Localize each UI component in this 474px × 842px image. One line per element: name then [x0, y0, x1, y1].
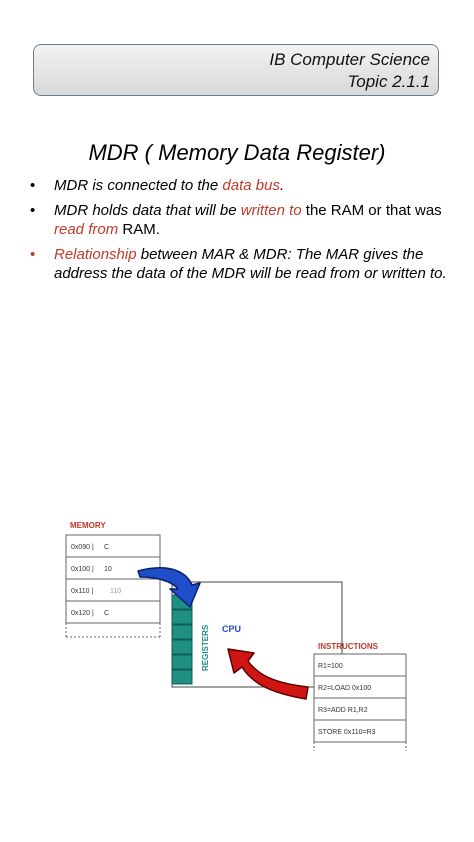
bullet-item — [28, 245, 448, 283]
slide-header — [33, 44, 439, 96]
instructions-label: INSTRUCTIONS — [318, 642, 378, 651]
course-title: IB Computer Science — [269, 50, 430, 69]
bullet-text: the RAM or that was — [301, 202, 442, 219]
memory-value: 10 — [104, 566, 112, 573]
instruction-row: R3=ADD R1,R2 — [318, 707, 368, 714]
highlight-text: written to — [240, 202, 302, 219]
memory-value: 110 — [110, 588, 122, 595]
cpu-memory-diagram — [60, 515, 420, 755]
bullet-dot: • — [30, 177, 36, 194]
memory-value: C — [104, 610, 110, 617]
registers-label: REGISTERS — [201, 624, 210, 671]
memory-address: 0x120 | — [71, 610, 94, 617]
highlight-text: Relationship — [54, 246, 137, 263]
instruction-row: R2=LOAD 0x100 — [318, 685, 372, 692]
bullet-text: RAM. — [118, 221, 160, 238]
bullet-list — [28, 176, 448, 289]
highlight-text: data bus — [222, 177, 280, 194]
register-stack — [172, 595, 192, 684]
bullet-text: MDR holds data that will be — [54, 202, 241, 219]
memory-address: 0x100 | — [71, 566, 94, 573]
memory-label: MEMORY — [70, 521, 106, 530]
instruction-row: STORE 0x110=R3 — [318, 729, 376, 736]
bullet-dot: • — [30, 202, 36, 219]
topic-number: Topic 2.1.1 — [347, 72, 430, 91]
memory-address: 0x110 | — [71, 588, 94, 595]
instruction-row: R1=100 — [318, 663, 343, 670]
bullet-item — [28, 201, 448, 239]
bullet-dot: • — [30, 246, 36, 263]
bullet-text: between MAR & MDR: The MAR gives the address the data of the MDR will be read from or written to. — [54, 246, 447, 282]
memory-address: 0x090 | — [71, 544, 94, 551]
slide-title: MDR ( Memory Data Register) — [88, 140, 386, 165]
bullet-item — [28, 176, 448, 195]
highlight-text: read from — [54, 221, 119, 238]
memory-value: C — [104, 544, 110, 551]
bullet-text: . — [279, 177, 285, 194]
cpu-label: CPU — [222, 624, 242, 634]
bullet-text: MDR is connected to the — [54, 177, 223, 194]
